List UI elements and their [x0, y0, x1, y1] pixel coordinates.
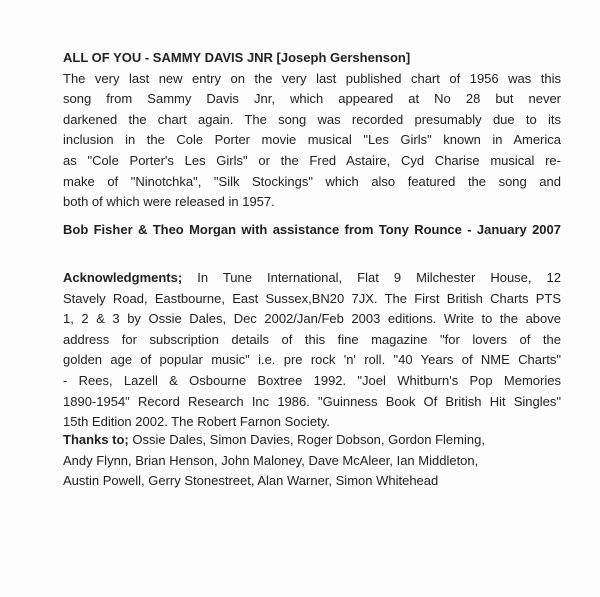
acknowledgments-line: 15th Edition 2002. The Robert Farnon Society.: [63, 414, 330, 430]
acknowledgments: [63, 268, 561, 433]
acknowledgments-line: 1890-1954" Record Research Inc 1986. "Guinness Book Of British Hit Singles": [63, 393, 561, 409]
song-line: both of which were released in 1957.: [63, 194, 275, 210]
thanks-text: Ossie Dales, Simon Davies, Roger Dobson, Gordon Fleming,: [132, 432, 485, 447]
song-title: ALL OF YOU - SAMMY DAVIS JNR [Joseph Gershenson]: [63, 50, 411, 65]
song-line: as "Cole Porter's Les Girls" or the Fred Astaire, Cyd Charise musical re-: [63, 152, 561, 168]
thanks-line: Austin Powell, Gerry Stonestreet, Alan Warner, Simon Whitehead: [63, 473, 439, 489]
song-line: darkened the chart again. The song was recorded presumably due to its: [63, 111, 561, 127]
thanks: [63, 430, 561, 492]
acknowledgments-label: Acknowledgments;: [63, 270, 183, 285]
song-line: inclusion in the Cole Porter movie musical "Les Girls" known in America: [63, 132, 561, 148]
acknowledgments-line: Stavely Road, Eastbourne, East Sussex,BN20 7JX. The First British Charts PTS: [63, 290, 561, 306]
credits: Bob Fisher & Theo Morgan with assistance from Tony Rounce - January 2007: [63, 222, 561, 237]
song-note: [63, 48, 561, 213]
acknowledgments-line: - Rees, Lazell & Osbourne Boxtree 1992. "Joel Whitburn's Pop Memories: [63, 372, 561, 388]
thanks-label: Thanks to;: [63, 432, 129, 447]
thanks-line: Andy Flynn, Brian Henson, John Maloney, Dave McAleer, Ian Middleton,: [63, 452, 479, 468]
credits-block: [63, 220, 561, 241]
song-line: song from Sammy Davis Jnr, which appeared at No 28 but never: [63, 91, 561, 107]
song-line: The very last new entry on the very last published chart of 1956 was this: [63, 70, 561, 86]
acknowledgments-text: In Tune International, Flat 9 Milchester House, 12: [197, 270, 561, 285]
song-line: make of "Ninotchka", "Silk Stockings" which also featured the song and: [63, 173, 561, 189]
acknowledgments-line: golden age of popular music" i.e. pre rock 'n' roll. "40 Years of NME Charts": [63, 352, 561, 368]
acknowledgments-line: 1, 2 & 3 by Ossie Dales, Dec 2002/Jan/Feb 2003 editions. Write to the above: [63, 311, 561, 327]
acknowledgments-line: address for subscription details of this fine magazine "for lovers of the: [63, 331, 561, 347]
